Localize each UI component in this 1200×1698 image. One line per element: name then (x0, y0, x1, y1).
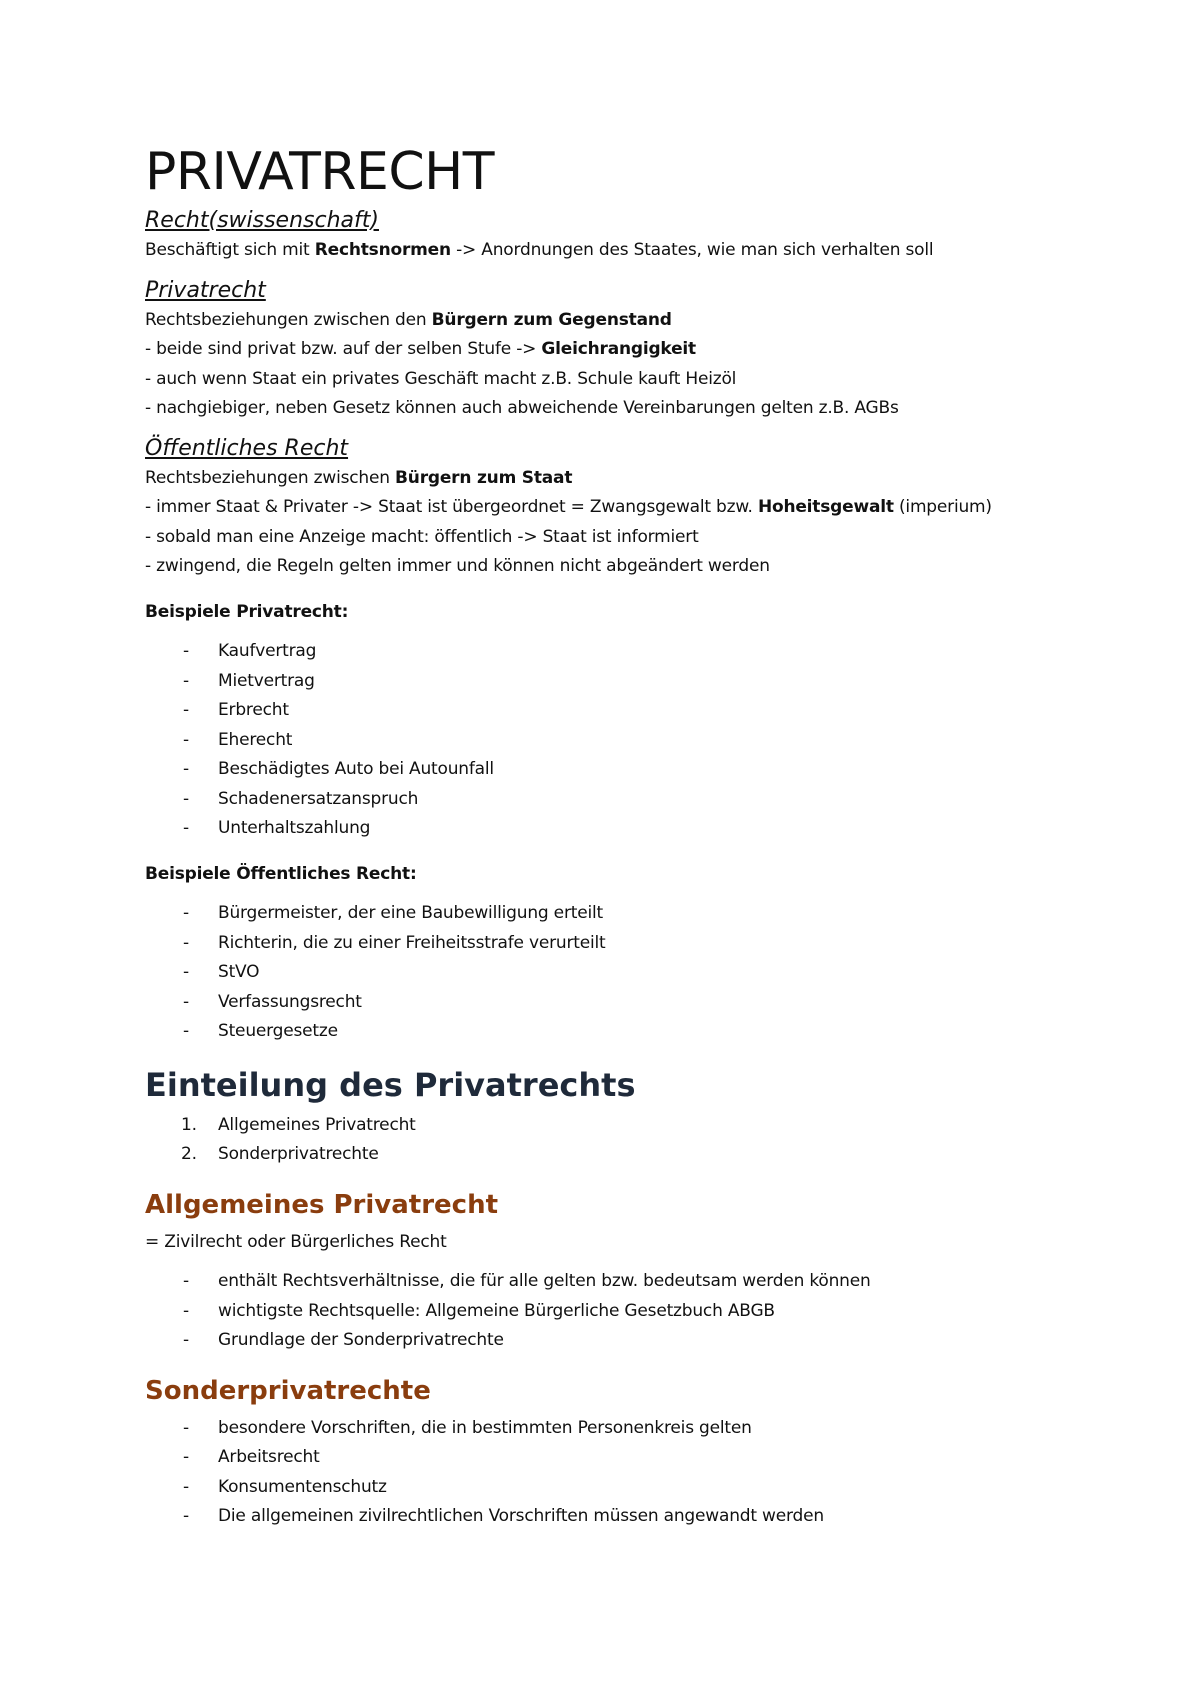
oeffentlich-line-3: - sobald man eine Anzeige macht: öffentlich -> Staat ist informiert (145, 526, 699, 547)
oeffentlich-line-2 (145, 493, 1105, 523)
rechtswissenschaft-definition (145, 236, 1105, 266)
list-item (145, 1267, 1105, 1297)
text-segment: -> Anordnungen des Staates, wie man sich verhalten soll (450, 240, 934, 260)
text-segment: (imperium) (893, 497, 992, 517)
dash-marker: - (183, 1271, 189, 1291)
list-item-text: Allgemeines Privatrecht (218, 1114, 416, 1135)
privatrecht-line-3: - auch wenn Staat ein privates Geschäft macht z.B. Schule kauft Heizöl (145, 368, 737, 389)
dash-marker: - (183, 1300, 189, 1321)
dash-marker: - (183, 962, 189, 982)
privatrecht-line-1 (145, 306, 1105, 336)
document-title: PRIVATRECHT (145, 142, 495, 202)
list-item-text: Verfassungsrecht (218, 991, 362, 1012)
list-item (145, 1326, 1105, 1356)
list-item (145, 899, 1105, 929)
label-beispiele-privatrecht: Beispiele Privatrecht: (145, 601, 349, 622)
dash-marker: - (183, 818, 189, 838)
list-item (145, 785, 1105, 815)
text-segment: - beide sind privat bzw. auf der selben Stufe -> (145, 339, 542, 359)
list-item (145, 1473, 1105, 1503)
bold-term: Bürgern zum Staat (395, 467, 573, 488)
dash-marker: - (183, 1447, 189, 1467)
list-item-text: Erbrecht (218, 700, 289, 720)
heading-oeffentliches-recht: Öffentliches Recht (145, 435, 349, 461)
dash-marker: - (183, 729, 189, 750)
heading-sonderprivatrechte: Sonderprivatrechte (145, 1375, 431, 1406)
list-beispiele-privatrecht (145, 637, 1105, 844)
list-item (145, 1297, 1105, 1327)
label-beispiele-oeffentliches-recht: Beispiele Öffentliches Recht: (145, 863, 417, 884)
list-item (145, 1502, 1105, 1532)
list-item (145, 696, 1105, 726)
dash-marker: - (183, 991, 189, 1012)
list-item-text: Richterin, die zu einer Freiheitsstrafe verurteilt (218, 932, 606, 953)
dash-marker: - (183, 759, 189, 779)
list-item-text: Die allgemeinen zivilrechtlichen Vorschriften müssen angewandt werden (218, 1506, 824, 1526)
dash-marker: - (183, 1417, 189, 1438)
list-item-text: wichtigste Rechtsquelle: Allgemeine Bürgerliche Gesetzbuch ABGB (218, 1300, 775, 1321)
allgemeines-intro: = Zivilrecht oder Bürgerliches Recht (145, 1231, 447, 1252)
list-sonderprivatrechte (145, 1414, 1105, 1532)
list-item (145, 726, 1105, 756)
list-item-text: Schadenersatzanspruch (218, 788, 419, 809)
list-allgemeines-privatrecht (145, 1267, 1105, 1356)
list-item (145, 958, 1105, 988)
dash-marker: - (183, 1476, 189, 1497)
oeffentlich-line-1 (145, 464, 1105, 494)
list-item (145, 1111, 1105, 1141)
list-item (145, 1414, 1105, 1444)
list-item-text: besondere Vorschriften, die in bestimmten Personenkreis gelten (218, 1417, 752, 1438)
list-item (145, 667, 1105, 697)
list-item-text: Grundlage der Sonderprivatrechte (218, 1330, 504, 1350)
list-item-text: Eherecht (218, 729, 293, 750)
heading-rechtswissenschaft: Recht(swissenschaft) (145, 208, 379, 233)
list-einteilung (145, 1111, 1105, 1170)
list-item-text: Steuergesetze (218, 1021, 338, 1041)
document-page (145, 140, 1105, 1532)
list-item (145, 814, 1105, 844)
dash-marker: - (183, 932, 189, 953)
dash-marker: - (183, 903, 189, 923)
dash-marker: - (183, 788, 189, 809)
list-item-text: enthält Rechtsverhältnisse, die für alle gelten bzw. bedeutsam werden können (218, 1271, 871, 1291)
text-segment: Rechtsbeziehungen zwischen (145, 467, 396, 488)
list-item-text: Kaufvertrag (218, 641, 317, 661)
bold-term: Gleichrangigkeit (541, 339, 696, 359)
list-item-text: Sonderprivatrechte (218, 1144, 379, 1164)
dash-marker: - (183, 670, 189, 691)
list-item (145, 1140, 1105, 1170)
list-item-text: Konsumentenschutz (218, 1476, 387, 1497)
bold-term: Hoheitsgewalt (757, 497, 894, 517)
list-beispiele-oeffentliches-recht (145, 899, 1105, 1047)
list-item (145, 637, 1105, 667)
list-item (145, 929, 1105, 959)
dash-marker: - (183, 1021, 189, 1041)
number-marker: 2. (181, 1144, 197, 1164)
dash-marker: - (183, 1330, 189, 1350)
list-item-text: Bürgermeister, der eine Baubewilligung erteilt (218, 903, 603, 923)
number-marker: 1. (181, 1114, 197, 1135)
dash-marker: - (183, 641, 189, 661)
bold-term: Bürgern zum Gegenstand (431, 309, 672, 330)
text-segment: - immer Staat & Privater -> Staat ist übergeordnet = Zwangsgewalt bzw. (145, 497, 758, 517)
dash-marker: - (183, 1506, 189, 1526)
heading-einteilung: Einteilung des Privatrechts (145, 1065, 636, 1104)
privatrecht-line-2 (145, 335, 1105, 365)
dash-marker: - (183, 700, 189, 720)
heading-allgemeines-privatrecht: Allgemeines Privatrecht (145, 1189, 499, 1220)
list-item-text: Arbeitsrecht (218, 1447, 320, 1467)
list-item-text: Beschädigtes Auto bei Autounfall (218, 759, 494, 779)
privatrecht-line-4: - nachgiebiger, neben Gesetz können auch abweichende Vereinbarungen gelten z.B. AGBs (145, 398, 899, 418)
list-item-text: Unterhaltszahlung (218, 818, 371, 838)
bold-term: Rechtsnormen (314, 240, 451, 260)
list-item (145, 755, 1105, 785)
list-item (145, 988, 1105, 1018)
list-item-text: Mietvertrag (218, 670, 315, 691)
text-segment: Beschäftigt sich mit (145, 240, 315, 260)
list-item (145, 1017, 1105, 1047)
list-item (145, 1443, 1105, 1473)
oeffentlich-line-4: - zwingend, die Regeln gelten immer und können nicht abgeändert werden (145, 556, 770, 576)
list-item-text: StVO (218, 962, 260, 982)
text-segment: Rechtsbeziehungen zwischen den (145, 309, 432, 330)
heading-privatrecht: Privatrecht (145, 277, 266, 303)
